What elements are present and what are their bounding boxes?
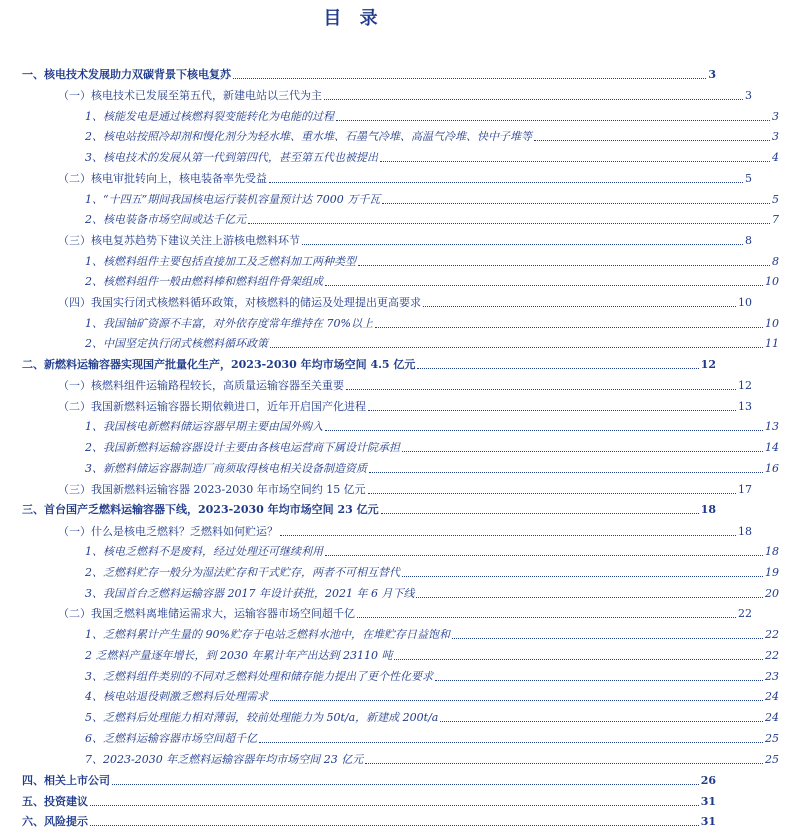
toc-entry-level-3[interactable] xyxy=(0,624,792,642)
toc-entry-title: （一）什么是核电乏燃料？乏燃料如何贮运？ xyxy=(58,525,278,538)
toc-dot-leader xyxy=(417,368,698,369)
toc-dot-leader xyxy=(435,680,763,681)
toc-dot-leader xyxy=(452,638,763,639)
toc-dot-leader xyxy=(402,451,763,452)
toc-entry-title: （二）核电审批转向上，核电装备率先受益 xyxy=(58,172,267,185)
toc-entry-title: （三）我国新燃料运输容器 2023-2030 年市场空间约 15 亿元 xyxy=(58,483,366,496)
toc-page-number: 13 xyxy=(738,400,752,413)
toc-page-number: 13 xyxy=(765,420,779,433)
toc-page-number: 26 xyxy=(700,774,716,787)
toc-dot-leader xyxy=(325,555,763,556)
toc-dot-leader xyxy=(324,99,743,100)
toc-dot-leader xyxy=(440,721,763,722)
toc-entry-title: 五、投资建议 xyxy=(22,795,88,808)
toc-page-number: 23 xyxy=(765,670,779,683)
toc-entry-title: 1、乏燃料累计产生量的 90%贮存于电站乏燃料水池中，在堆贮存日益饱和 xyxy=(85,628,450,641)
toc-entry-level-3[interactable] xyxy=(0,209,792,227)
toc-dot-leader xyxy=(402,576,763,577)
toc-entry-level-3[interactable] xyxy=(0,106,792,124)
toc-entry-title: 1、核燃料组件主要包括直接加工及乏燃料加工两种类型 xyxy=(85,255,356,268)
toc-page-number: 7 xyxy=(772,213,779,226)
toc-entry-title: 1、核能发电是通过核燃料裂变能转化为电能的过程 xyxy=(85,110,334,123)
toc-page-number: 11 xyxy=(765,337,779,350)
toc-dot-leader xyxy=(90,825,699,826)
toc-entry-title: 4、核电站退役刺激乏燃料后处理需求 xyxy=(85,690,268,703)
toc-page-number: 3 xyxy=(745,89,752,102)
toc-dot-leader xyxy=(365,763,763,764)
toc-page-number: 12 xyxy=(700,358,716,371)
toc-entry-level-2[interactable] xyxy=(0,168,765,186)
toc-entry-level-2[interactable] xyxy=(0,521,765,539)
toc-page-number: 19 xyxy=(765,566,779,579)
toc-entry-level-3[interactable] xyxy=(0,583,792,601)
toc-entry-level-1[interactable] xyxy=(0,354,729,372)
toc-entry-title: 2 乏燃料产量逐年增长，到 2030 年累计年产出达到 23110 吨 xyxy=(85,649,393,662)
toc-page-number: 25 xyxy=(765,732,779,745)
toc-page-number: 31 xyxy=(700,815,716,828)
toc-page-number: 8 xyxy=(772,255,779,268)
toc-dot-leader xyxy=(368,493,736,494)
toc-entry-title: 2、乏燃料贮存一般分为湿法贮存和干式贮存，两者不可相互替代 xyxy=(85,566,400,579)
toc-entry-title: （一）核电技术已发展至第五代，新建电站以三代为主 xyxy=(58,89,322,102)
toc-page-number: 18 xyxy=(765,545,779,558)
toc-entry-title: 2、核电装备市场空间或达千亿元 xyxy=(85,213,246,226)
toc-entry-level-2[interactable] xyxy=(0,292,765,310)
toc-entry-level-3[interactable] xyxy=(0,251,792,269)
toc-page-number: 14 xyxy=(765,441,779,454)
toc-dot-leader xyxy=(358,265,770,266)
toc-dot-leader xyxy=(534,140,770,141)
toc-page-number: 18 xyxy=(700,503,716,516)
toc-dot-leader xyxy=(248,223,770,224)
toc-dot-leader xyxy=(90,805,699,806)
toc-entry-level-1[interactable] xyxy=(0,499,729,517)
toc-entry-title: 3、核电技术的发展从第一代到第四代，甚至第五代也被提出 xyxy=(85,151,378,164)
toc-entry-level-3[interactable] xyxy=(0,666,792,684)
toc-dot-leader xyxy=(269,182,743,183)
toc-dot-leader xyxy=(416,597,763,598)
toc-entry-level-3[interactable] xyxy=(0,645,792,663)
toc-dot-leader xyxy=(381,513,699,514)
toc-entry-title: 二、新燃料运输容器实现国产批量化生产，2023-2030 年均市场空间 4.5 亿元 xyxy=(22,358,416,371)
toc-page-number: 31 xyxy=(700,795,716,808)
toc-entry-level-2[interactable] xyxy=(0,85,765,103)
toc-entry-title: （二）我国新燃料运输容器长期依赖进口，近年开启国产化进程 xyxy=(58,400,366,413)
toc-page-number: 5 xyxy=(772,193,779,206)
toc-page-number: 20 xyxy=(765,587,779,600)
toc-entry-level-3[interactable] xyxy=(0,271,792,289)
toc-entry-level-3[interactable] xyxy=(0,458,792,476)
toc-entry-title: 四、相关上市公司 xyxy=(22,774,110,787)
toc-entry-level-3[interactable] xyxy=(0,749,792,767)
toc-entry-level-1[interactable] xyxy=(0,791,729,809)
toc-dot-leader xyxy=(382,203,770,204)
toc-page-number: 22 xyxy=(765,649,779,662)
toc-entry-level-3[interactable] xyxy=(0,562,792,580)
toc-page-number: 24 xyxy=(765,690,779,703)
toc-dot-leader xyxy=(368,410,736,411)
toc-dot-leader xyxy=(270,347,763,348)
toc-entry-title: 2、我国新燃料运输容器设计主要由各核电运营商下属设计院承担 xyxy=(85,441,400,454)
toc-entry-level-3[interactable] xyxy=(0,313,792,331)
toc-entry-title: 1、“十四五”期间我国核电运行装机容量预计达 7000 万千瓦 xyxy=(85,193,381,206)
toc-entry-title: 7、2023-2030 年乏燃料运输容器年均市场空间 23 亿元 xyxy=(85,753,364,766)
toc-entry-level-3[interactable] xyxy=(0,686,792,704)
toc-entry-level-3[interactable] xyxy=(0,541,792,559)
toc-page-number: 24 xyxy=(765,711,779,724)
toc-dot-leader xyxy=(270,700,763,701)
toc-dot-leader xyxy=(375,327,763,328)
toc-entry-title: 六、风险提示 xyxy=(22,815,88,828)
toc-dot-leader xyxy=(302,244,743,245)
toc-entry-title: 一、核电技术发展助力双碳背景下核电复苏 xyxy=(22,68,231,81)
toc-entry-title: 2、中国坚定执行闭式核燃料循环政策 xyxy=(85,337,268,350)
toc-page-number: 10 xyxy=(738,296,752,309)
toc-entry-title: （三）核电复苏趋势下建议关注上游核电燃料环节 xyxy=(58,234,300,247)
toc-entry-level-3[interactable] xyxy=(0,416,792,434)
page-title: 目 录 xyxy=(323,8,384,29)
toc-entry-level-2[interactable] xyxy=(0,603,765,621)
toc-entry-title: 3、我国首台乏燃料运输容器 2017 年设计获批，2021 年 6 月下线 xyxy=(85,587,415,600)
toc-entry-title: 2、核电站按照冷却剂和慢化剂分为轻水堆、重水堆、石墨气冷堆、高温气冷堆、快中子堆等 xyxy=(85,130,532,143)
toc-entry-title: 3、乏燃料组件类别的不同对乏燃料处理和储存能力提出了更个性化要求 xyxy=(85,670,433,683)
toc-page-number: 16 xyxy=(765,462,779,475)
toc-page-number: 8 xyxy=(745,234,752,247)
toc-page-number: 10 xyxy=(765,275,779,288)
toc-entry-title: 5、乏燃料后处理能力相对薄弱，较前处理能力为 50t/a，新建成 200t/a xyxy=(85,711,439,724)
toc-page-number: 4 xyxy=(772,151,779,164)
toc-entry-level-3[interactable] xyxy=(0,707,792,725)
toc-page-number: 18 xyxy=(738,525,752,538)
toc-dot-leader xyxy=(259,742,763,743)
toc-entry-level-2[interactable] xyxy=(0,479,765,497)
toc-entry-level-2[interactable] xyxy=(0,375,765,393)
toc-entry-level-1[interactable] xyxy=(0,64,729,82)
toc-entry-level-1[interactable] xyxy=(0,811,729,829)
toc-page-number: 10 xyxy=(765,317,779,330)
toc-entry-title: 2、核燃料组件一般由燃料棒和燃料组件骨架组成 xyxy=(85,275,323,288)
toc-entry-level-3[interactable] xyxy=(0,189,792,207)
toc-dot-leader xyxy=(233,78,706,79)
toc-dot-leader xyxy=(112,784,699,785)
toc-entry-title: 6、乏燃料运输容器市场空间超千亿 xyxy=(85,732,257,745)
toc-dot-leader xyxy=(325,285,763,286)
toc-entry-level-2[interactable] xyxy=(0,396,765,414)
toc-dot-leader xyxy=(280,535,736,536)
toc-page-number: 22 xyxy=(738,607,752,620)
toc-entry-level-3[interactable] xyxy=(0,147,792,165)
toc-entry-level-3[interactable] xyxy=(0,126,792,144)
toc-entry-title: 1、我国核电新燃料储运容器早期主要由国外购入 xyxy=(85,420,323,433)
toc-entry-title: （一）核燃料组件运输路程较长，高质量运输容器至关重要 xyxy=(58,379,344,392)
toc-page-number: 3 xyxy=(772,130,779,143)
toc-entry-title: 1、我国铀矿资源不丰富，对外依存度常年维持在 70%以上 xyxy=(85,317,373,330)
toc-entry-title: 3、新燃料储运容器制造厂商须取得核电相关设备制造资质 xyxy=(85,462,367,475)
toc-entry-level-1[interactable] xyxy=(0,770,729,788)
toc-entry-title: 1、核电乏燃料不是废料，经过处理还可继续利用 xyxy=(85,545,323,558)
toc-entry-title: （二）我国乏燃料离堆储运需求大，运输容器市场空间超千亿 xyxy=(58,607,355,620)
toc-dot-leader xyxy=(394,659,763,660)
toc-page-number: 25 xyxy=(765,753,779,766)
toc-page-number: 17 xyxy=(738,483,752,496)
toc-page-number: 12 xyxy=(738,379,752,392)
toc-dot-leader xyxy=(369,472,763,473)
toc-dot-leader xyxy=(336,120,770,121)
toc-dot-leader xyxy=(346,389,736,390)
toc-entry-level-3[interactable] xyxy=(0,437,792,455)
toc-page-number: 3 xyxy=(772,110,779,123)
toc-dot-leader xyxy=(380,161,770,162)
toc-dot-leader xyxy=(357,617,736,618)
toc-entry-title: （四）我国实行闭式核燃料循环政策，对核燃料的储运及处理提出更高要求 xyxy=(58,296,421,309)
toc-entry-level-2[interactable] xyxy=(0,230,765,248)
toc-entry-title: 三、首台国产乏燃料运输容器下线，2023-2030 年均市场空间 23 亿元 xyxy=(22,503,379,516)
toc-page-number: 3 xyxy=(708,68,716,81)
toc-page-number: 22 xyxy=(765,628,779,641)
toc-page-number: 5 xyxy=(745,172,752,185)
toc-entry-level-3[interactable] xyxy=(0,728,792,746)
toc-entry-level-3[interactable] xyxy=(0,333,792,351)
toc-dot-leader xyxy=(325,430,763,431)
toc-dot-leader xyxy=(423,306,736,307)
